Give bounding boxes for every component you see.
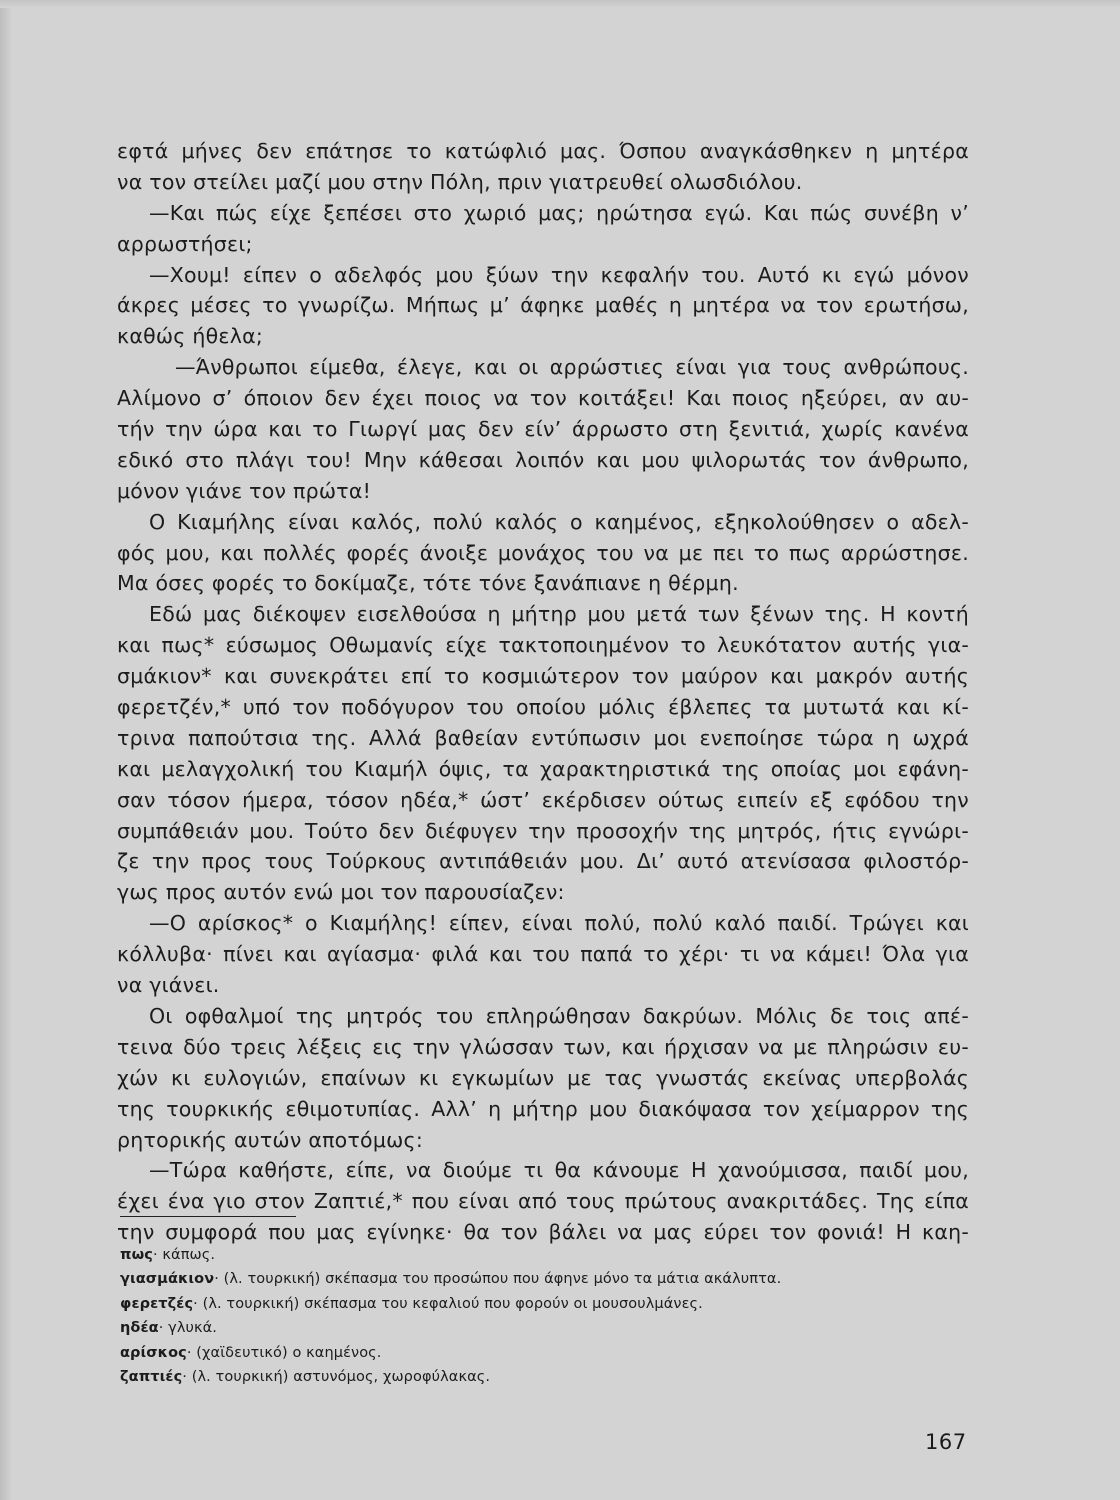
footnote-definition: · (χαϊδευτικό) ο καημένος. bbox=[186, 1344, 382, 1361]
footnote-item bbox=[120, 1243, 920, 1267]
text-line: να γιάνει. bbox=[117, 973, 220, 998]
text-line: της τουρκικής εθιμοτυπίας. Αλλ’ η μήτηρ μου διακόψασα τον χείμαρρον της bbox=[117, 1096, 969, 1121]
page-number: 167 bbox=[925, 1430, 967, 1454]
footnote-term: γιασμάκιον bbox=[120, 1271, 215, 1288]
footnote-term: φερετζές bbox=[120, 1295, 194, 1312]
footnote-term: ζαπτιές bbox=[120, 1368, 183, 1385]
text-line: Ο Κιαμήλης είναι καλός, πολύ καλός ο καημένος, εξηκολούθησεν ο αδελ- bbox=[149, 509, 969, 534]
text-line: και μελαγχολική του Κιαμήλ όψις, τα χαρακτηριστικά της οποίας μοι εφάνη- bbox=[117, 756, 969, 781]
footnote-term: ηδέα bbox=[120, 1320, 159, 1337]
text-line: Οι οφθαλμοί της μητρός του επληρώθησαν δακρύων. Μόλις δε τοις απέ- bbox=[149, 1003, 969, 1028]
text-line: τεινα δύο τρεις λέξεις εις την γλώσσαν των, και ήρχισαν να με πληρώσιν ευ- bbox=[117, 1034, 969, 1059]
text-line: καθώς ήθελα; bbox=[117, 324, 264, 349]
text-line: τήν την ώρα και το Γιωργί μας δεν είν’ άρρωστο στη ξενιτιά, χωρίς κανένα bbox=[117, 417, 969, 442]
text-line: Αλίμονο σ’ όποιον δεν έχει ποιος να τον κοιτάξει! Και ποιος ηξεύρει, αν αυ- bbox=[117, 386, 969, 411]
footnote-item bbox=[120, 1267, 920, 1291]
footnote-term: πως bbox=[120, 1247, 153, 1263]
page-top-shadow bbox=[0, 0, 1120, 8]
footnote-item bbox=[120, 1365, 920, 1389]
footnotes bbox=[120, 1243, 920, 1389]
text-line: να τον στείλει μαζί μου στην Πόλη, πριν γιατρευθεί ολωσδιόλου. bbox=[117, 169, 803, 194]
footnote-definition: · (λ. τουρκική) σκέπασμα του κεφαλιού που φορούν οι μουσουλμάνες. bbox=[193, 1295, 703, 1312]
page-edge-shadow bbox=[0, 0, 12, 1500]
text-line: Εδώ μας διέκοψεν εισελθούσα η μήτηρ μου μετά των ξένων της. Η κοντή bbox=[149, 602, 969, 627]
text-line: —Χουμ! είπεν ο αδελφός μου ξύων την κεφαλήν του. Αυτό κι εγώ μόνον bbox=[149, 262, 969, 287]
text-line: ζε την προς τους Τούρκους αντιπάθειάν μου. Δι’ αυτό ατενίσασα φιλοστόρ- bbox=[117, 849, 969, 874]
footnote-divider bbox=[120, 1216, 296, 1217]
text-line: κόλλυβα· πίνει και αγίασμα· φιλά και του παπά το χέρι· τι να κάμει! Όλα για bbox=[117, 942, 969, 967]
footnote-definition: · κάπως. bbox=[152, 1247, 216, 1263]
text-line: σμάκιον* και συνεκράτει επί το κοσμιώτερον τον μαύρον και μακρόν αυτής bbox=[117, 664, 969, 689]
text-line: έχει ένα γιο στον Ζαπτιέ,* που είναι από τους πρώτους ανακριτάδες. Της είπα bbox=[117, 1189, 969, 1214]
text-line: και πως* εύσωμος Οθωμανίς είχε τακτοποιημένον το λευκότατον αυτής για- bbox=[117, 633, 969, 658]
text-line: μόνον γιάνε τον πρώτα! bbox=[117, 478, 372, 503]
footnote-definition: · γλυκά. bbox=[158, 1320, 218, 1337]
text-line: αρρωστήσει; bbox=[117, 231, 253, 256]
text-line: συμπάθειάν μου. Τούτο δεν διέφυγεν την προσοχήν της μητρός, ήτις εγνώρι- bbox=[117, 818, 969, 843]
text-line: —Άνθρωποι είμεθα, έλεγε, και οι αρρώστιες είναι για τους ανθρώπους. bbox=[175, 355, 969, 380]
text-line: —Τώρα καθήστε, είπε, να διούμε τι θα κάνουμε Η χανούμισσα, παιδί μου, bbox=[149, 1158, 969, 1183]
text-line: Μα όσες φορές το δοκίμαζε, τότε τόνε ξανάπιανε η θέρμη. bbox=[117, 571, 739, 596]
text-line: την συμφορά που μας εγίνηκε· θα τον βάλει να μας εύρει τον φονιά! Η καη- bbox=[117, 1220, 969, 1245]
text-line: εφτά μήνες δεν επάτησε το κατώφλιό μας. Όσπου αναγκάσθηκεν η μητέρα bbox=[117, 139, 969, 163]
body-text bbox=[117, 136, 969, 1248]
text-line: γως προς αυτόν ενώ μοι τον παρουσίαζεν: bbox=[117, 880, 565, 905]
text-line: χών κι ευλογιών, επαίνων κι εγκωμίων με τας γνωστάς εκείνας υπερβολάς bbox=[117, 1065, 969, 1090]
text-line: άκρες μέσες το γνωρίζω. Μήπως μ’ άφηκε μαθές η μητέρα να τον ερωτήσω, bbox=[117, 293, 969, 318]
footnote-term: αρίσκος bbox=[120, 1344, 187, 1361]
text-line: εδικό στο πλάγι του! Μην κάθεσαι λοιπόν και μου ψιλορωτάς τον άνθρωπο, bbox=[117, 447, 969, 472]
footnote-definition: · (λ. τουρκική) αστυνόμος, χωροφύλακας. bbox=[182, 1368, 491, 1385]
text-line: τρινα παπούτσια της. Αλλά βαθείαν εντύπωσιν μοι ενεποίησε τώρα η ωχρά bbox=[117, 725, 969, 750]
footnote-definition: · (λ. τουρκική) σκέπασμα του προσώπου που άφηνε μόνο τα μάτια ακάλυπτα. bbox=[214, 1271, 782, 1288]
footnote-item bbox=[120, 1292, 920, 1316]
footnote-item bbox=[120, 1316, 920, 1340]
text-line: σαν τόσον ήμερα, τόσον ηδέα,* ώστ’ εκέρδισεν ούτως ειπείν εξ εφόδου την bbox=[117, 787, 969, 812]
text-line: —Ο αρίσκος* ο Κιαμήλης! είπεν, είναι πολύ, πολύ καλό παιδί. Τρώγει και bbox=[149, 911, 969, 936]
text-line: φός μου, και πολλές φορές άνοιξε μονάχος του να με πει το πως αρρώστησε. bbox=[117, 540, 969, 565]
footnote-item bbox=[120, 1341, 920, 1365]
text-line: φερετζέν,* υπό τον ποδόγυρον του οποίου μόλις έβλεπες τα μυτωτά και κί- bbox=[117, 695, 969, 720]
text-line: ρητορικής αυτών αποτόμως: bbox=[117, 1127, 423, 1152]
text-line: —Και πώς είχε ξεπέσει στο χωριό μας; ηρώτησα εγώ. Και πώς συνέβη ν’ bbox=[149, 200, 969, 225]
